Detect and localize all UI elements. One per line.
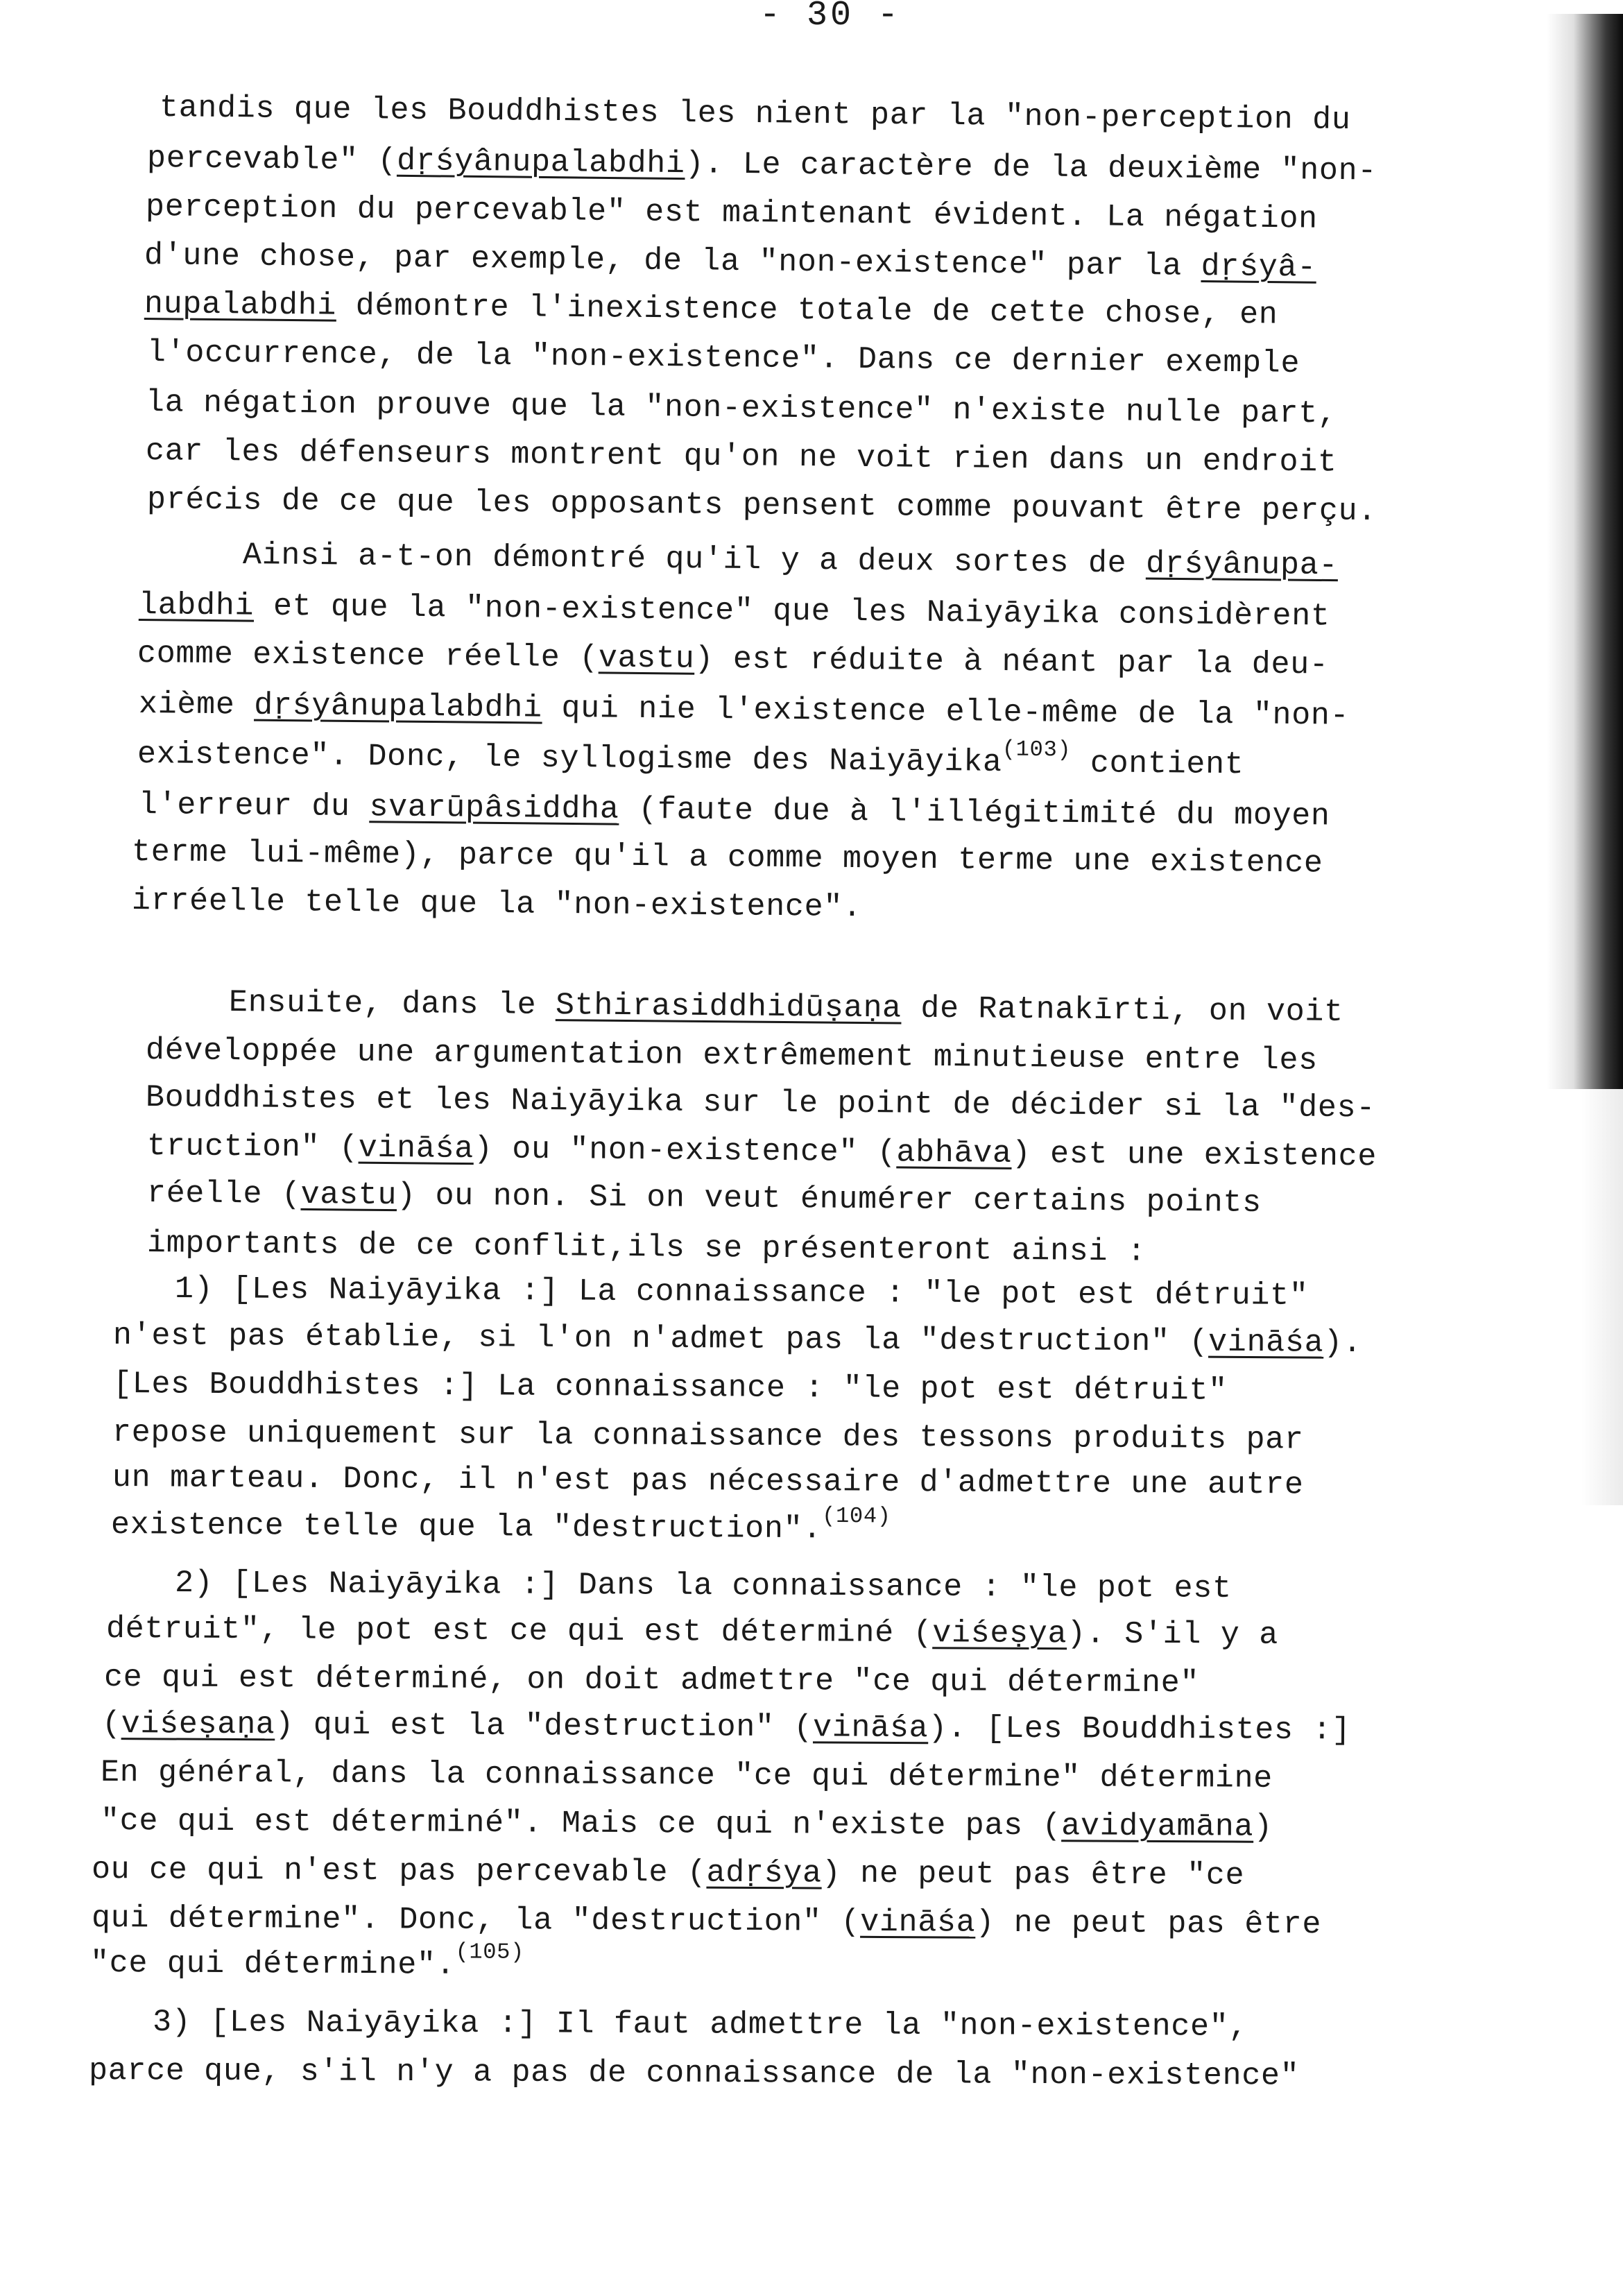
text-segment: démontre l'inexistence totale de cette chose, en bbox=[336, 288, 1278, 333]
text-segment: détruit", le pot est ce qui est déterminé ( bbox=[105, 1611, 933, 1652]
text-segment: xième bbox=[138, 687, 255, 723]
text-line bbox=[104, 1656, 1199, 1705]
text-segment: n'est pas établie, si l'on n'admet pas la "destruction" ( bbox=[112, 1318, 1209, 1360]
underlined-term: dṛśyânupalabdhi bbox=[396, 143, 685, 182]
text-line bbox=[89, 2050, 1300, 2098]
text-segment: ) ne peut pas être "ce bbox=[821, 1856, 1245, 1894]
underlined-term: avidyamāna bbox=[1061, 1808, 1254, 1845]
text-line bbox=[132, 831, 1323, 885]
text-line bbox=[146, 1029, 1318, 1083]
text-line bbox=[92, 1897, 1321, 1946]
text-segment: ) qui est la "destruction" ( bbox=[275, 1707, 814, 1746]
text-segment: percevable" ( bbox=[146, 141, 397, 179]
text-segment: précis de ce que les opposants pensent comme pouvant être perçu. bbox=[146, 482, 1377, 530]
text-line bbox=[147, 332, 1300, 386]
underlined-term: vastu bbox=[598, 640, 695, 677]
text-line bbox=[147, 137, 1377, 194]
underlined-term: vināśa bbox=[1208, 1324, 1324, 1361]
text-line bbox=[101, 1800, 1273, 1849]
text-line bbox=[160, 87, 1351, 142]
text-segment: de Ratnakīrti, on voit bbox=[901, 991, 1344, 1031]
text-segment: truction" ( bbox=[146, 1129, 359, 1166]
underlined-term: vināśa bbox=[860, 1904, 976, 1941]
underlined-term: dṛśyânupa- bbox=[1145, 546, 1339, 584]
text-line bbox=[112, 1412, 1304, 1462]
underlined-term: vināśa bbox=[812, 1710, 929, 1747]
text-line bbox=[139, 683, 1350, 738]
text-segment: qui détermine". Donc, la "destruction" ( bbox=[91, 1901, 861, 1940]
text-segment: irréelle telle que la "non-existence". bbox=[131, 883, 862, 926]
text-line bbox=[89, 1939, 525, 1987]
underlined-term: viśeṣya bbox=[932, 1616, 1067, 1652]
text-line bbox=[147, 1222, 1147, 1274]
text-line bbox=[147, 1125, 1377, 1179]
underlined-term: vastu bbox=[300, 1176, 397, 1214]
text-line bbox=[147, 479, 1377, 533]
underlined-term: Sthirasiddhidūṣaṇa bbox=[555, 988, 902, 1027]
text-segment: 2) [Les Naiyāyika :] Dans la connaissance : "le pot est bbox=[174, 1566, 1232, 1607]
text-line bbox=[92, 1849, 1245, 1898]
text-line bbox=[144, 283, 1278, 337]
text-segment: importants de ce conflit,ils se présenteront ainsi : bbox=[146, 1226, 1147, 1270]
text-line bbox=[102, 1703, 1351, 1752]
text-segment: parce que, s'il n'y a pas de connaissance de la "non-existence" bbox=[88, 2053, 1300, 2094]
text-segment: ou ce qui n'est pas percevable ( bbox=[91, 1852, 707, 1891]
text-segment: ) bbox=[1253, 1809, 1273, 1845]
underlined-term: nupalabdhi bbox=[144, 286, 337, 324]
text-segment: ) est réduite à néant par la deu- bbox=[694, 641, 1329, 683]
text-segment: car les défenseurs montrent qu'on ne voit rien dans un endroit bbox=[145, 434, 1337, 481]
page-number: - 30 - bbox=[759, 0, 902, 35]
text-segment: ). S'il y a bbox=[1067, 1616, 1279, 1653]
text-segment: ). Le caractère de la deuxième "non- bbox=[685, 146, 1377, 189]
text-segment: qui nie l'existence elle-même de la "non- bbox=[542, 690, 1350, 734]
underlined-term: vināśa bbox=[358, 1130, 474, 1167]
scan-shadow-edge-lower bbox=[1581, 1089, 1623, 1505]
underlined-term: labdhi bbox=[138, 588, 255, 624]
footnote-reference: (104) bbox=[822, 1502, 891, 1530]
text-segment: Ensuite, dans le bbox=[228, 985, 556, 1024]
text-segment: 3) [Les Naiyāyika :] Il faut admettre la "non-existence", bbox=[152, 2005, 1248, 2045]
text-segment: ) ou "non-existence" ( bbox=[473, 1131, 897, 1171]
text-line bbox=[111, 1504, 891, 1552]
text-line bbox=[112, 1457, 1304, 1507]
text-segment: ) ne peut pas être bbox=[975, 1905, 1322, 1943]
text-segment: repose uniquement sur la connaissance des tessons produits par bbox=[112, 1415, 1304, 1458]
text-line bbox=[175, 1268, 1309, 1318]
text-line bbox=[106, 1608, 1278, 1657]
text-line bbox=[175, 1562, 1232, 1611]
text-line bbox=[113, 1314, 1362, 1365]
text-segment: existence telle que la "destruction". bbox=[110, 1507, 823, 1548]
text-line bbox=[146, 430, 1337, 484]
text-segment: ) ou non. Si on veut énumérer certains points bbox=[396, 1178, 1262, 1222]
underlined-term: dṛśyâ- bbox=[1201, 248, 1317, 286]
text-segment: ( bbox=[101, 1706, 121, 1742]
text-line bbox=[146, 1077, 1376, 1130]
text-segment: comme existence réelle ( bbox=[137, 636, 599, 676]
text-line bbox=[101, 1751, 1273, 1801]
underlined-term: adṛśya bbox=[706, 1855, 822, 1892]
text-segment: réelle ( bbox=[146, 1176, 301, 1213]
text-segment: En général, dans la connaissance "ce qui détermine" détermine bbox=[100, 1755, 1273, 1797]
text-segment: développée une argumentation extrêmement minutieuse entre les bbox=[145, 1033, 1319, 1079]
text-line bbox=[146, 382, 1337, 436]
text-segment: "ce qui est déterminé". Mais ce qui n'existe pas ( bbox=[100, 1804, 1062, 1844]
underlined-term: dṛśyânupalabdhi bbox=[253, 687, 543, 726]
text-segment: et que la "non-existence" que les Naiyāyika considèrent bbox=[253, 588, 1330, 635]
text-segment: tandis que les Bouddhistes les nient par la "non-perception du bbox=[159, 90, 1351, 138]
text-segment: [Les Bouddhistes :] La connaissance : "le pot est détruit" bbox=[112, 1367, 1228, 1409]
text-segment: la négation prouve que la "non-existence" n'existe nulle part, bbox=[145, 385, 1337, 432]
text-line bbox=[153, 2001, 1248, 2049]
text-segment: un marteau. Donc, il n'est pas nécessaire d'admettre une autre bbox=[112, 1460, 1304, 1503]
underlined-term: abhāva bbox=[896, 1135, 1012, 1172]
text-segment: Ainsi a-t-on démontré qu'il y a deux sortes de bbox=[242, 538, 1147, 582]
text-line bbox=[144, 234, 1317, 290]
text-line bbox=[229, 982, 1343, 1034]
scan-shadow-edge bbox=[1547, 14, 1623, 1089]
text-segment: l'occurrence, de la "non-existence". Dans ce dernier exemple bbox=[146, 335, 1300, 382]
text-segment: terme lui-même), parce qu'il a comme moyen terme une existence bbox=[131, 834, 1323, 882]
text-segment: Bouddhistes et les Naiyāyika sur le point de décider si la "des- bbox=[145, 1080, 1376, 1126]
footnote-reference: (105) bbox=[455, 1939, 525, 1965]
text-segment: (faute due à l'illégitimité du moyen bbox=[619, 791, 1330, 834]
text-line bbox=[132, 880, 862, 929]
text-line bbox=[113, 1363, 1228, 1413]
text-segment: d'une chose, par exemple, de la "non-existence" par la bbox=[144, 238, 1201, 284]
text-line bbox=[137, 633, 1329, 687]
footnote-reference: (103) bbox=[1002, 736, 1072, 763]
text-line bbox=[147, 1172, 1262, 1225]
text-segment: ). [Les Bouddhistes :] bbox=[928, 1711, 1351, 1749]
text-line bbox=[139, 784, 1330, 838]
text-segment: existence". Donc, le syllogisme des Naiyāyika bbox=[137, 737, 1002, 780]
text-segment: ) est une existence bbox=[1011, 1136, 1377, 1175]
underlined-term: viśeṣaṇa bbox=[121, 1706, 275, 1743]
text-line bbox=[243, 534, 1339, 588]
text-segment: ). bbox=[1323, 1325, 1362, 1361]
text-segment: 1) [Les Naiyāyika :] La connaissance : "le pot est détruit" bbox=[174, 1271, 1309, 1314]
underlined-term: svarūpâsiddha bbox=[369, 789, 619, 828]
text-segment: perception du percevable" est maintenant évident. La négation bbox=[145, 189, 1319, 237]
text-line bbox=[137, 733, 1244, 787]
text-segment: "ce qui détermine". bbox=[89, 1946, 456, 1983]
text-line bbox=[146, 186, 1319, 241]
text-segment: l'erreur du bbox=[138, 787, 370, 825]
text-line bbox=[139, 584, 1330, 638]
text-segment: contient bbox=[1070, 745, 1244, 783]
text-segment: ce qui est déterminé, on doit admettre "ce qui détermine" bbox=[103, 1660, 1200, 1702]
